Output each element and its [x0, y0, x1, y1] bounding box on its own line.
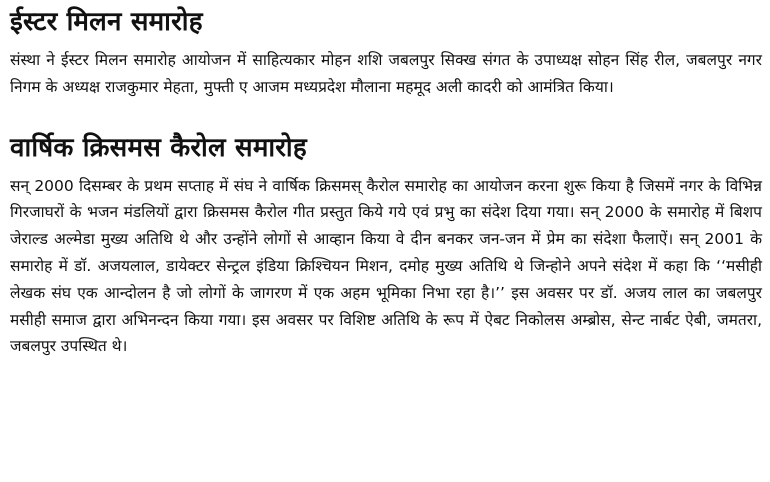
section-heading: वार्षिक क्रिसमस कैरोल समारोह [10, 132, 307, 163]
document-page [10, 0, 762, 360]
section-easter-gathering [10, 2, 762, 101]
section-heading: ईस्टर मिलन समारोह [10, 7, 203, 37]
section-paragraph: सन् 2000 दिसम्बर के प्रथम सप्ताह में संघ ने वार्षिक क्रिसमस् कैरोल समारोह का आयोजन करना शुरू किया है जिसमें नगर के विभिन्न गिरजाघरों के भजन मंडलियों द्वारा क्रिसमस कैरोल गीत प्रस्तुत किये गये एवं प्रभु का संदेश दिया गया। सन् 2000 के समारोह में बिशप जेराल्ड अल्मेडा मुख्य अतिथि थे और उन्होंने लोगों से आव्हान किया वे दीन बनकर जन-जन में प्रेम का संदेशा फैलाऐं। सन् 2001 के समारोह में डॉ. अजयलाल, डायेक्टर सेन्ट्रल इंडिया क्रिश्चियन मिशन, दमोह मुख्य अतिथि थे जिन्होने अपने संदेश में कहा कि ‘‘मसीही लेखक संघ एक आन्दोलन है जो लोगों के जागरण में एक अहम भूमिका निभा रहा है।’’ इस अवसर पर डॉ. अजय लाल का जबलपुर मसीही समाज द्वारा अभिनन्दन किया गया। इस अवसर पर विशिष्ट अतिथि के रूप में ऐबट निकोलस अम्ब्रोस, सेन्ट नार्बट ऐबी, जमतरा, जबलपुर उपस्थित थे। [10, 176, 762, 356]
section-christmas-carol [10, 128, 762, 361]
section-paragraph: संस्था ने ईस्टर मिलन समारोह आयोजन में साहित्यकार मोहन शशि जबलपुर सिक्ख संगत के उपाध्यक्ष सोहन सिंह रील, जबलपुर नगर निगम के अध्यक्ष राजकुमार मेहता, मुफ्ती ए आजम मध्यप्रदेश मौलाना महमूद अली कादरी को आमंत्रित किया। [10, 51, 762, 96]
